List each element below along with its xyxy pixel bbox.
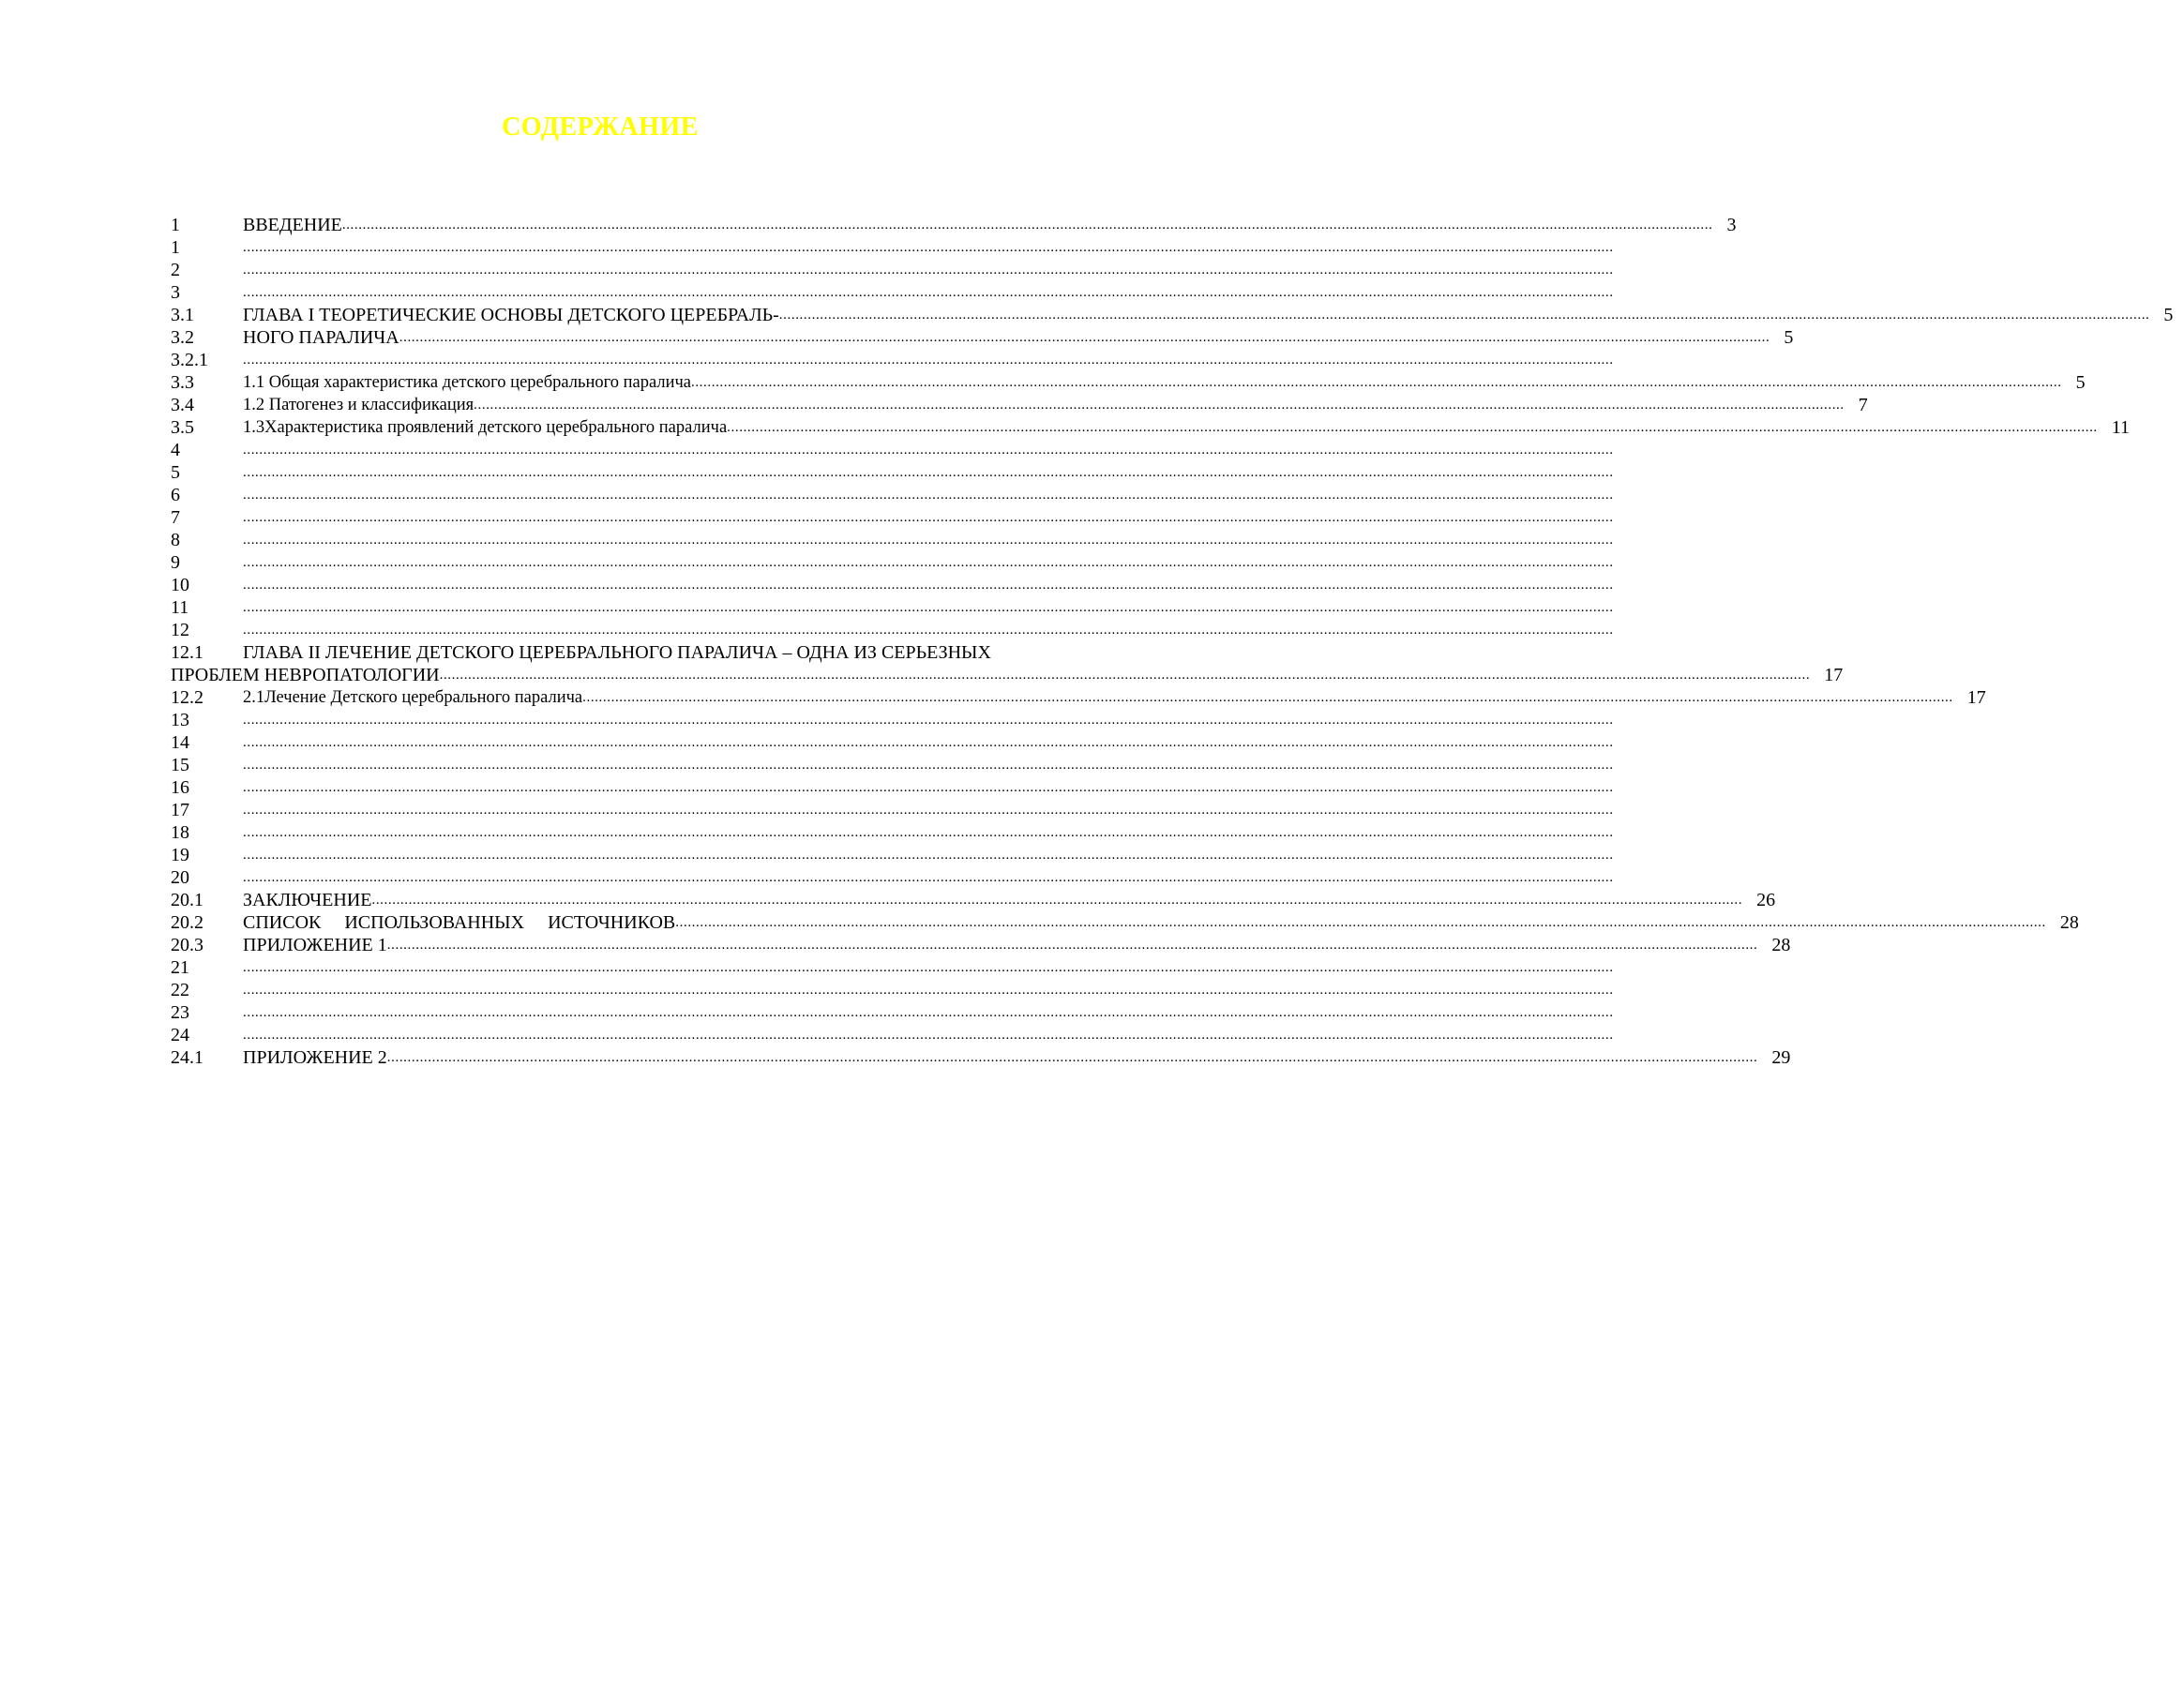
toc-leader: ................................................................................................................................................................................................................................................................................................................................................	[399, 330, 1770, 345]
toc-number: 1	[171, 215, 180, 235]
toc-leader: ................................................................................................................................................................................................................................................................................................................................................	[243, 263, 1614, 278]
toc-row	[171, 551, 1614, 574]
toc-title: ПРОБЛЕМ НЕВРОПАТОЛОГИИ	[171, 665, 440, 685]
toc-number: 22	[171, 980, 189, 1000]
table-of-contents	[171, 214, 2174, 1069]
toc-page: 5	[1784, 327, 1794, 348]
toc-title: ВВЕДЕНИЕ	[243, 215, 342, 235]
toc-leader: ................................................................................................................................................................................................................................................................................................................................................	[243, 488, 1614, 503]
toc-leader: ................................................................................................................................................................................................................................................................................................................................................	[243, 825, 1614, 840]
toc-number: 3.4	[171, 395, 194, 415]
toc-number: 3.1	[171, 305, 194, 325]
toc-number: 5	[171, 462, 180, 483]
toc-leader: ................................................................................................................................................................................................................................................................................................................................................	[243, 960, 1614, 975]
toc-number: 3.3	[171, 372, 194, 393]
toc-leader: ................................................................................................................................................................................................................................................................................................................................................	[243, 510, 1614, 525]
toc-number: 24.1	[171, 1047, 203, 1068]
toc-title: ЗАКЛЮЧЕНИЕ	[243, 890, 372, 910]
toc-row	[171, 281, 1614, 304]
toc-number: 21	[171, 957, 189, 978]
toc-leader: ................................................................................................................................................................................................................................................................................................................................................	[243, 443, 1614, 458]
toc-leader: ................................................................................................................................................................................................................................................................................................................................................	[243, 735, 1614, 750]
toc-row	[171, 731, 1614, 754]
toc-page: 11	[2111, 417, 2131, 438]
toc-leader: ................................................................................................................................................................................................................................................................................................................................................	[243, 623, 1614, 638]
toc-title: НОГО ПАРАЛИЧА	[243, 327, 399, 348]
toc-title: 2.1Лечение Детского церебрального паралича	[243, 688, 583, 707]
toc-leader: ................................................................................................................................................................................................................................................................................................................................................	[243, 870, 1614, 885]
toc-number: 24	[171, 1025, 189, 1045]
toc-number: 17	[171, 800, 189, 820]
toc-row	[171, 619, 1614, 641]
toc-row	[171, 956, 1614, 979]
toc-row	[171, 349, 1614, 371]
toc-row[interactable]	[171, 911, 2079, 934]
toc-row	[171, 461, 1614, 484]
toc-leader: ................................................................................................................................................................................................................................................................................................................................................	[582, 690, 1953, 705]
toc-row	[171, 709, 1614, 731]
toc-title: 1.3Характеристика проявлений детского церебрального паралича	[243, 418, 728, 437]
toc-row[interactable]	[171, 686, 1986, 709]
toc-page: 17	[1966, 687, 1986, 708]
toc-number: 23	[171, 1002, 189, 1023]
toc-leader: ................................................................................................................................................................................................................................................................................................................................................	[243, 848, 1614, 863]
toc-number: 20.2	[171, 912, 203, 933]
toc-row	[171, 1024, 1614, 1046]
toc-page: 26	[1756, 890, 1776, 910]
toc-row[interactable]	[171, 641, 1099, 664]
toc-number: 3	[171, 282, 180, 303]
toc-number: 4	[171, 440, 180, 460]
toc-title: 1.2 Патогенез и классификация	[243, 396, 474, 414]
toc-title: ГЛАВА II ЛЕЧЕНИЕ ДЕТСКОГО ЦЕРЕБРАЛЬНОГО ПАРАЛИЧА – ОДНА ИЗ СЕРЬЕЗНЫХ	[243, 642, 991, 663]
toc-page: 29	[1771, 1047, 1791, 1068]
toc-leader: ................................................................................................................................................................................................................................................................................................................................................	[386, 1050, 1758, 1065]
toc-number: 12	[171, 620, 189, 640]
toc-leader: ................................................................................................................................................................................................................................................................................................................................................	[243, 533, 1614, 548]
toc-row[interactable]	[171, 371, 2086, 394]
toc-number: 12.1	[171, 642, 203, 663]
toc-page: 3	[1726, 215, 1737, 235]
toc-row	[171, 844, 1614, 866]
toc-number: 20	[171, 867, 189, 888]
toc-row	[171, 236, 1614, 259]
toc-number: 14	[171, 732, 189, 753]
toc-leader: ................................................................................................................................................................................................................................................................................................................................................	[778, 308, 2150, 323]
toc-leader: ................................................................................................................................................................................................................................................................................................................................................	[386, 938, 1758, 953]
toc-number: 10	[171, 575, 189, 595]
toc-leader: ................................................................................................................................................................................................................................................................................................................................................	[341, 218, 1713, 233]
toc-row[interactable]	[171, 214, 1737, 236]
toc-leader: ................................................................................................................................................................................................................................................................................................................................................	[439, 668, 1811, 683]
toc-number: 11	[171, 597, 189, 618]
toc-number: 6	[171, 485, 180, 505]
toc-row	[171, 506, 1614, 529]
toc-leader: ................................................................................................................................................................................................................................................................................................................................................	[727, 420, 2098, 435]
toc-row	[171, 529, 1614, 551]
toc-leader: ................................................................................................................................................................................................................................................................................................................................................	[243, 758, 1614, 773]
toc-leader: ................................................................................................................................................................................................................................................................................................................................................	[243, 713, 1614, 728]
toc-row	[171, 596, 1614, 619]
toc-row	[171, 1001, 1614, 1024]
toc-leader: ................................................................................................................................................................................................................................................................................................................................................	[675, 915, 2046, 930]
toc-row[interactable]	[171, 394, 1868, 416]
toc-row	[171, 776, 1614, 799]
toc-row	[171, 866, 1614, 889]
toc-number: 12.2	[171, 687, 203, 708]
toc-leader: ................................................................................................................................................................................................................................................................................................................................................	[243, 285, 1614, 300]
toc-title: 1.1 Общая характеристика детского церебрального паралича	[243, 373, 691, 392]
toc-title: ГЛАВА I ТЕОРЕТИЧЕСКИЕ ОСНОВЫ ДЕТСКОГО ЦЕРЕБРАЛЬ-	[243, 305, 779, 325]
toc-number: 9	[171, 552, 180, 573]
toc-leader: ................................................................................................................................................................................................................................................................................................................................................	[243, 240, 1614, 255]
toc-page: 5	[2075, 372, 2086, 393]
toc-number: 19	[171, 845, 189, 865]
toc-page: 28	[2059, 912, 2079, 933]
toc-number: 1	[171, 237, 180, 258]
toc-number: 2	[171, 260, 180, 280]
toc-number: 15	[171, 755, 189, 775]
toc-leader: ................................................................................................................................................................................................................................................................................................................................................	[474, 398, 1845, 413]
toc-leader: ................................................................................................................................................................................................................................................................................................................................................	[243, 600, 1614, 615]
page-title: СОДЕРЖАНИЕ	[502, 113, 699, 142]
toc-number: 3.2	[171, 327, 194, 348]
toc-row	[171, 754, 1614, 776]
toc-leader: ................................................................................................................................................................................................................................................................................................................................................	[371, 893, 1743, 908]
toc-number: 20.1	[171, 890, 203, 910]
toc-number: 8	[171, 530, 180, 550]
toc-row	[171, 821, 1614, 844]
toc-number: 18	[171, 822, 189, 843]
toc-leader: ................................................................................................................................................................................................................................................................................................................................................	[243, 1028, 1614, 1043]
toc-leader: ................................................................................................................................................................................................................................................................................................................................................	[243, 555, 1614, 570]
toc-row[interactable]	[171, 934, 1791, 956]
toc-row	[171, 259, 1614, 281]
toc-number: 16	[171, 777, 189, 798]
toc-page: 28	[1771, 935, 1791, 955]
toc-page: 7	[1858, 395, 1868, 415]
toc-page: 5	[2163, 305, 2174, 325]
toc-row[interactable]	[171, 1046, 1791, 1069]
toc-number: 7	[171, 507, 180, 528]
toc-row	[171, 799, 1614, 821]
toc-number: 3.5	[171, 417, 194, 438]
toc-leader: ................................................................................................................................................................................................................................................................................................................................................	[243, 578, 1614, 593]
toc-leader: ................................................................................................................................................................................................................................................................................................................................................	[243, 803, 1614, 818]
toc-leader: ................................................................................................................................................................................................................................................................................................................................................	[243, 983, 1614, 998]
toc-number: 20.3	[171, 935, 203, 955]
toc-row	[171, 574, 1614, 596]
toc-row[interactable]	[171, 326, 1794, 349]
toc-row[interactable]	[171, 416, 2131, 439]
toc-title: ПРИЛОЖЕНИЕ 1	[243, 935, 387, 955]
toc-leader: ................................................................................................................................................................................................................................................................................................................................................	[243, 780, 1614, 795]
toc-title: ПРИЛОЖЕНИЕ 2	[243, 1047, 387, 1068]
toc-number: 13	[171, 710, 189, 730]
toc-leader: ................................................................................................................................................................................................................................................................................................................................................	[690, 375, 2062, 390]
toc-page: 17	[1824, 665, 1844, 685]
toc-row	[171, 979, 1614, 1001]
toc-row[interactable]	[171, 664, 1844, 686]
toc-leader: ................................................................................................................................................................................................................................................................................................................................................	[243, 1005, 1614, 1020]
toc-row[interactable]	[171, 304, 2174, 326]
toc-title: СПИСОК ИСПОЛЬЗОВАННЫХ ИСТОЧНИКОВ	[243, 912, 676, 933]
toc-row[interactable]	[171, 889, 1776, 911]
toc-row	[171, 439, 1614, 461]
toc-leader: ................................................................................................................................................................................................................................................................................................................................................	[243, 465, 1614, 480]
toc-leader: ................................................................................................................................................................................................................................................................................................................................................	[243, 353, 1614, 368]
toc-number: 3.2.1	[171, 350, 208, 370]
toc-row	[171, 484, 1614, 506]
